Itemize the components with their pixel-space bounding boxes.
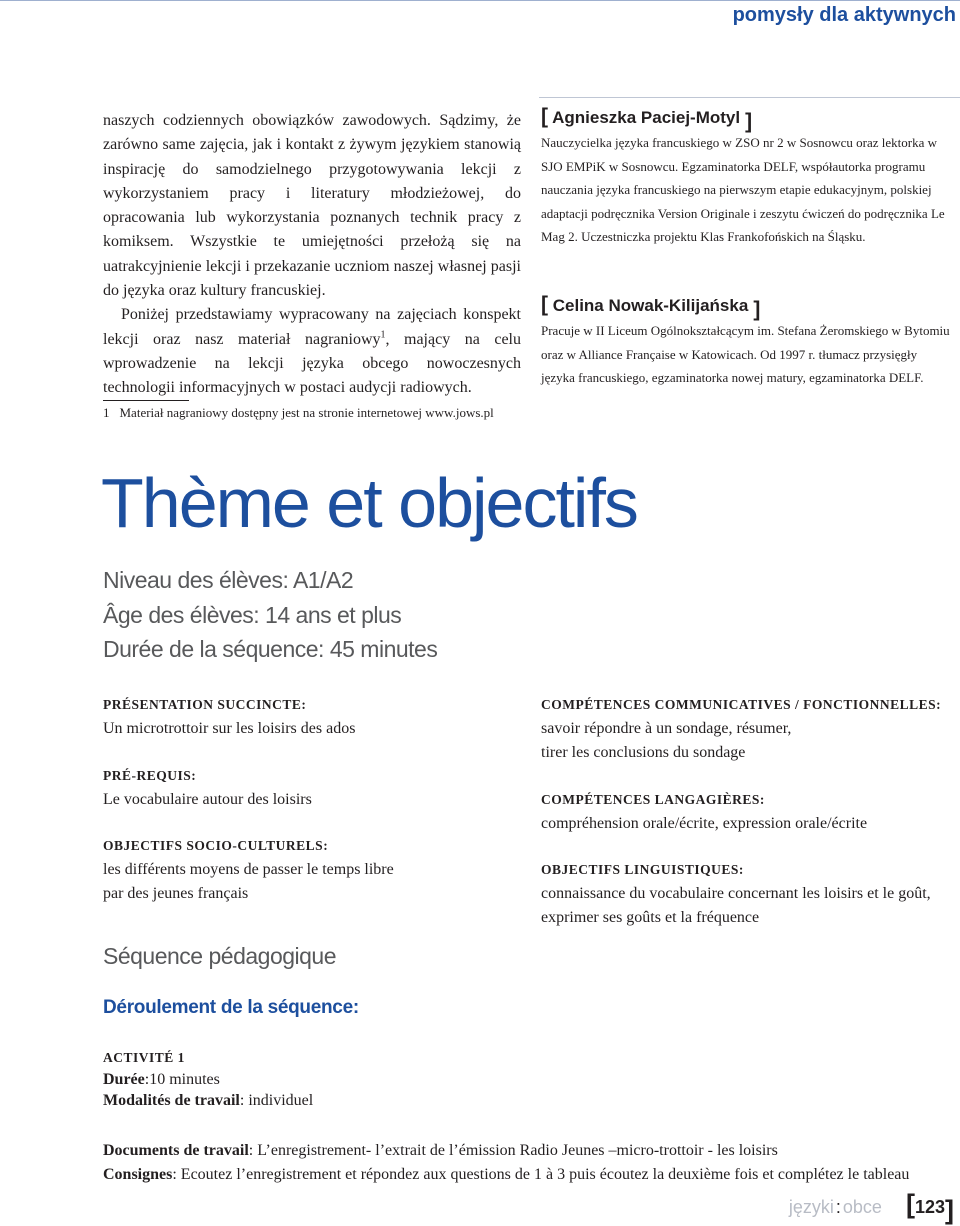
meta-duree: Durée de la séquence: 45 minutes bbox=[103, 636, 438, 662]
running-header: pomysły dla aktywnych bbox=[732, 4, 956, 26]
sequence-title: Séquence pédagogique bbox=[103, 943, 337, 969]
section-label: COMPÉTENCES LANGAGIÈRES: bbox=[541, 792, 765, 807]
author-name: [ Agnieszka Paciej-Motyl ] bbox=[541, 105, 753, 133]
main-title: Thème et objectifs bbox=[101, 464, 637, 542]
bracket-close-icon: ] bbox=[945, 1195, 954, 1225]
bracket-open-icon: [ bbox=[541, 293, 548, 316]
section-text: compréhension orale/écrite, expression orale/écrite bbox=[541, 815, 868, 832]
activity-label: ACTIVITÉ 1 bbox=[103, 1050, 185, 1065]
bracket-close-icon: ] bbox=[745, 110, 753, 133]
section-label: OBJECTIFS LINGUISTIQUES: bbox=[541, 862, 744, 877]
meta-age: Âge des élèves: 14 ans et plus bbox=[103, 602, 402, 628]
meta-niveau: Niveau des élèves: A1/A2 bbox=[103, 567, 354, 593]
page-number: [123] bbox=[905, 1189, 954, 1225]
footnote-rule bbox=[103, 400, 189, 401]
section-label: OBJECTIFS SOCIO-CULTURELS: bbox=[103, 838, 329, 853]
bracket-open-icon: [ bbox=[541, 105, 548, 128]
section-text: les différents moyens de passer le temps libre par des jeunes français bbox=[103, 861, 394, 902]
documents-block bbox=[103, 1139, 955, 1187]
footnote bbox=[103, 405, 494, 421]
magazine-logo: języki : obce bbox=[788, 1197, 882, 1217]
intro-text bbox=[103, 109, 521, 401]
footnote-ref: 1 bbox=[380, 329, 386, 341]
consignes-line: Consignes: Ecoutez l’enregistrement et répondez aux questions de 1 à 3 puis écoutez la deuxième fois et complétez le tableau bbox=[103, 1166, 910, 1183]
section-label: PRÉ-REQUIS: bbox=[103, 768, 197, 783]
bracket-close-icon: ] bbox=[753, 298, 761, 321]
intro-p2-after: , mający na celu wprowadzenie na lekcji języka obcego nowoczesnych technologii informacyjnych w postaci audycji radiowych. bbox=[103, 330, 521, 397]
author-bio: Nauczycielka języka francuskiego w ZSO nr 2 w Sosnowcu oraz lektorka w SJO EMPiK w Sosnowcu. Egzaminatorka DELF, współautorka programu nauczania języka francuskiego na pierwszym etapie edukacyjnym, polskiej adaptacji podręcznika Version Originale i zeszytu ćwiczeń do podręcznika Le Mag 2. Uczestniczka projektu Klas Frankofońskich na Śląsku. bbox=[541, 135, 945, 244]
section-text: Le vocabulaire autour des loisirs bbox=[103, 791, 312, 808]
activity-duree: Durée:10 minutes bbox=[103, 1070, 220, 1088]
documents-line: Documents de travail: L’enregistrement- l’extrait de l’émission Radio Jeunes –micro-trottoir - les loisirs bbox=[103, 1142, 778, 1159]
top-rule bbox=[0, 0, 960, 1]
page-footer bbox=[788, 1189, 954, 1225]
activity-block bbox=[103, 1047, 313, 1112]
footnote-number: 1 bbox=[103, 405, 110, 420]
activity-modalites: Modalités de travail: individuel bbox=[103, 1092, 314, 1109]
sequence-subtitle: Déroulement de la séquence: bbox=[103, 997, 359, 1018]
intro-p2-before: Poniżej przedstawiamy wypracowany na zajęciach konspekt lekcji oraz nasz materiał nagraniowy bbox=[103, 306, 521, 348]
section-text: savoir répondre à un sondage, résumer, tirer les conclusions du sondage bbox=[541, 720, 792, 761]
intro-paragraph-1: naszych codziennych obowiązków zawodowych. Sądzimy, że zarówno same zajęcia, jak i kontakt z żywym językiem stanowią inspirację do samodzielnego przygotowywania lekcji z wykorzystaniem pracy i literatury młodzieżowej, do opracowania lub wykorzystania poznanych technik pracy z komiksem. Wszystkie te umiejętności przełożą się na uatrakcyjnienie lekcji i przekazanie uczniom naszej własnej pasji do języka oraz kultury francuskiej. bbox=[103, 112, 521, 300]
section-text: Un microtrottoir sur les loisirs des ados bbox=[103, 720, 356, 737]
section-label: COMPÉTENCES COMMUNICATIVES / FONCTIONNELLES: bbox=[541, 697, 942, 712]
author-card-1 bbox=[541, 105, 951, 249]
author-rule bbox=[539, 97, 960, 98]
intro-paragraph-2 bbox=[103, 303, 521, 400]
section-label: PRÉSENTATION SUCCINCTE: bbox=[103, 697, 307, 712]
author-card-2 bbox=[541, 293, 951, 390]
author-name: [ Celina Nowak-Kilijańska ] bbox=[541, 293, 761, 321]
section-text: connaissance du vocabulaire concernant les loisirs et le goût, exprimer ses goûts et la fréquence bbox=[541, 885, 931, 926]
bracket-open-icon: [ bbox=[905, 1189, 915, 1219]
author-bio: Pracuje w II Liceum Ogólnokształcącym im. Stefana Żeromskiego w Bytomiu oraz w Alliance Française w Katowicach. Od 1997 r. tłumacz przysięgły języka francuskiego, egzaminatorka nowej matury, egzaminatorka DELF. bbox=[541, 323, 950, 385]
footnote-text: Materiał nagraniowy dostępny jest na stronie internetowej www.jows.pl bbox=[119, 405, 494, 420]
